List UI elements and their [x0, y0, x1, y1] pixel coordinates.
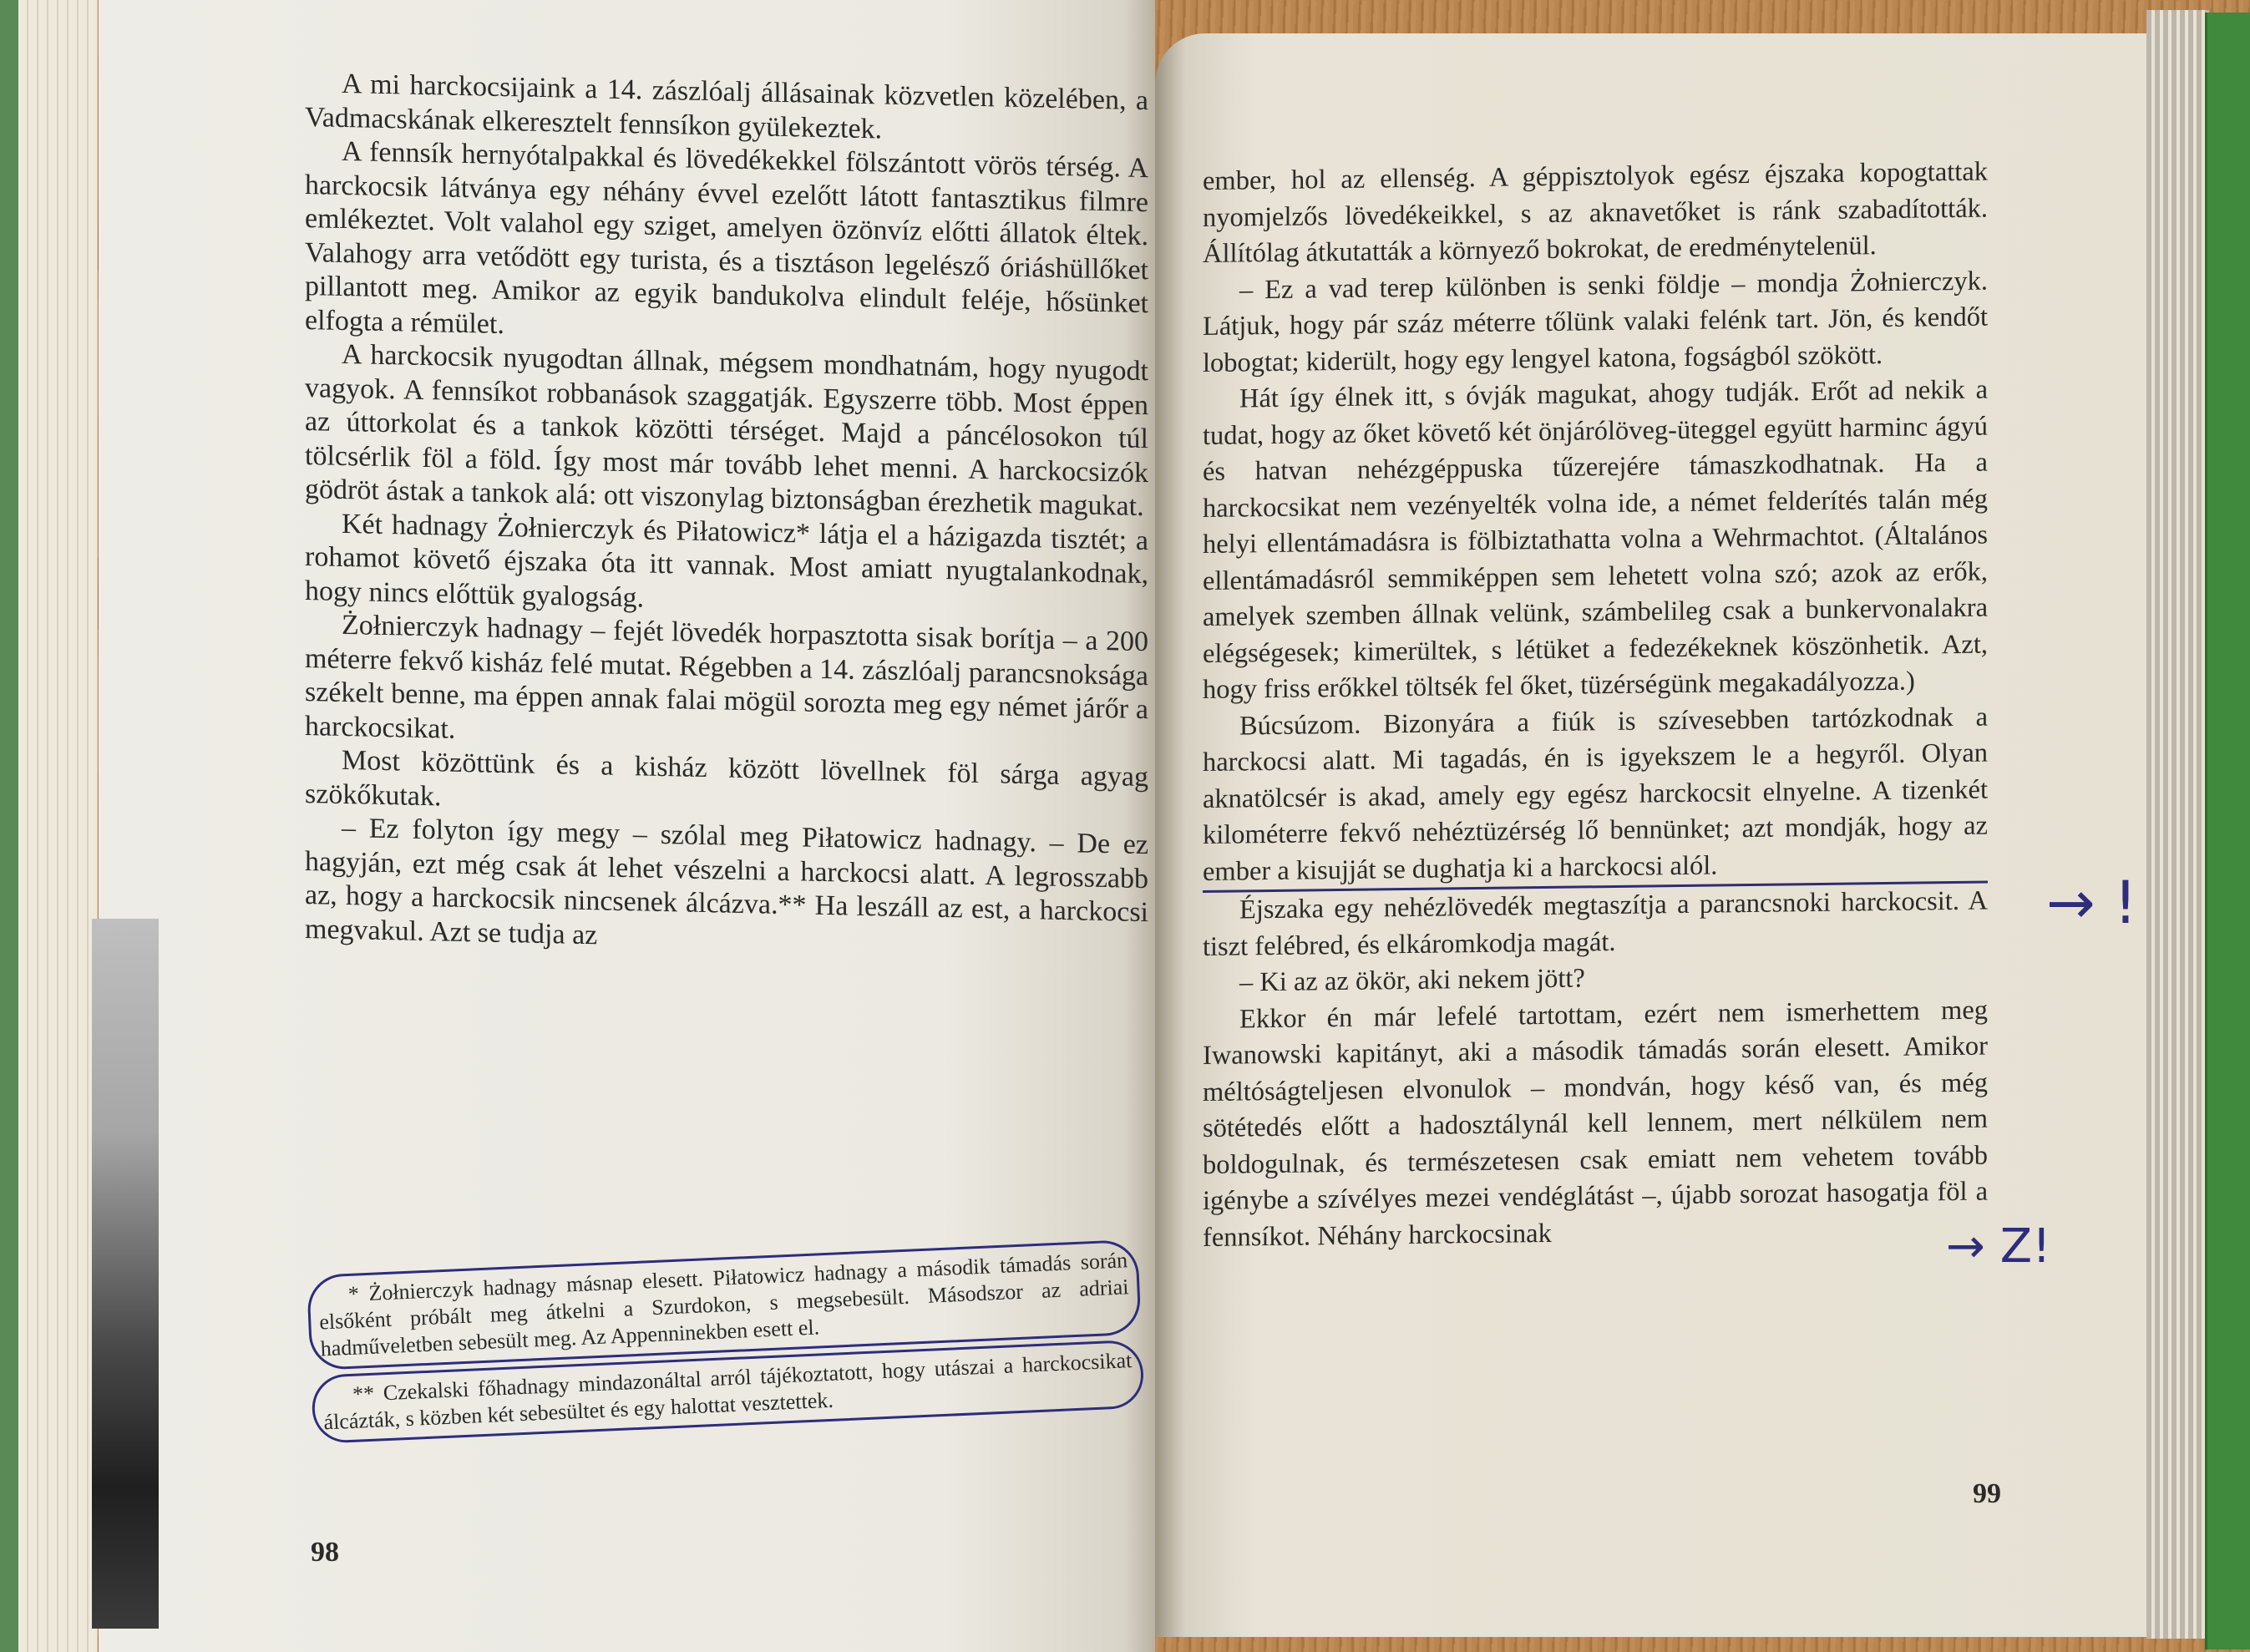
paragraph: ember, hol az ellenség. A géppisztolyok egész éjszaka kopogtattak nyomjelzős lövedékeikkel, s az aknavetőket is ránk szabadították. Állítólag átkutatták a környező bokrokat, de eredménytelenül.: [1203, 156, 1988, 269]
page-edges-left: [18, 0, 98, 1652]
paragraph: Hát így élnek itt, s óvják magukat, ahogy tudják. Erőt ad nekik a tudat, hogy az őket követő két önjárólöveg-üteggel együtt harminc ágyú és hatvan nehézgéppuska tűzerejére támaszkodhatnak. Ha a harckocsikat nem vezényelték volna ide, a német felderítés talán még helyi ellentámadásra is fölbiztathatta volna a Wehrmachtot. (Általános ellentámadásról semmiképpen sem lehetett volna szó; azok az erők, amelyek szemben állnak velünk, számbelileg csak a bunkervonalakra elégségesek; kimerültek, s létüket a fedezékeknek köszönhetik. Azt, hogy friss erőkkel töltsék fel őket, tüzérségünk megakadályozza.): [1203, 374, 1988, 705]
paragraph: Éjszaka egy nehézlövedék megtaszítja a parancsnoki harckocsit. A tiszt felébred, és elkáromkodja magát.: [1203, 885, 1988, 962]
underlined-paragraph: Búcsúzom. Bizonyára a fiúk is szívesebben tartózkodnak a harckocsi alatt. Mi tagadás, én is igyekszem le a hegyről. Olyan aknatölcsér is akad, amely egy egész harckocsit elnyelne. A tizenkét kilométerre fekvő nehéztüzérség lő bennünket; azt mondják, hogy az ember a kisujját se dughatja ki a harckocsi alól.: [1203, 699, 1988, 893]
photo-plate-edge: [92, 919, 159, 1629]
page-number-left: 98: [311, 1537, 339, 1568]
paragraph: – Ki az az ökör, aki nekem jött?: [1239, 963, 1585, 998]
paragraph: A fennsík hernyótalpakkal és lövedékekkel fölszántott vörös térség. A harckocsik látványa egy néhány évvel ezelőtt látott fantasztikus filmre emlékeztet. Volt valahol egy sziget, amelyen özönvíz előtti állatok éltek. Valahogy arra vetődött egy turista, és a tisztáson legelésző óriáshüllőket pillantott meg. Amikor az egyik bandukolva elindult feléje, hősünket elfogta a rémület.: [305, 135, 1148, 340]
page-number-right: 99: [1973, 1478, 2001, 1509]
paragraph: – Ez folyton így megy – szólal meg Piłatowicz hadnagy. – De ez hagyján, ezt még csak át lehet vészelni a harckocsi alatt. A legrosszabb az, hogy a harckocsik nincsenek álcázva.** Ha leszáll az est, a harckocsi megvakul. Azt se tudja az: [305, 812, 1148, 950]
paragraph: A mi harckocsijaink a 14. zászlóalj állásainak közvetlen közelében, a Vadmacskának elkeresztelt fennsíkon gyülekeztek.: [305, 68, 1148, 144]
book-cover-right: [2205, 13, 2250, 1649]
paragraph: Ekkor én már lefelé tartottam, ezért nem ismerhettem meg Iwanowski kapitányt, aki a második támadás során elesett. Amikor méltóságteljesen elvonulok – mondván, hogy késő van, és még sötétedés előtt a hadosztálynál kell lennem, mert nélkülem nem boldogulnak, és természetesen csak emiatt nem vehetem tovább igénybe a szívélyes mezei vendéglátást –, újabb sorozat hasogatja föl a fennsíkot. Néhány harckocsinak: [1203, 995, 1988, 1253]
paragraph: – Ez a vad terep különben is senki földje – mondja Żołnierczyk. Látjuk, hogy pár száz méterre tőlünk valaki felénk tart. Jön, és kendőt lobogtat; kiderült, hogy egy lengyel katona, fogságból szökött.: [1203, 266, 1988, 378]
right-page-body: [1203, 155, 1988, 1256]
paragraph: A harckocsik nyugodtan állnak, mégsem mondhatnám, hogy nyugodt vagyok. A fennsíkot robbanások szaggatják. Egyszerre több. Most éppen az úttorkolat és a tankok közötti térséget. Majd a páncélosokon túl tölcsérlik föl a föld. Így most már tovább lehet menni. A harckocsizók gödröt ástak a tankok alá: ott viszonylag biztonságban érezhetik magukat.: [305, 338, 1148, 523]
paragraph: Żołnierczyk hadnagy – fejét lövedék horpasztotta sisak borítja – a 200 méterre fekvő kisház felé mutat. Régebben a 14. zászlóalj parancsnoksága székelt benne, ma éppen annak falai mögül sorozta meg egy német járőr a harckocsikat.: [305, 609, 1148, 745]
margin-annotation-exclamation: → !: [2046, 869, 2137, 937]
margin-annotation-z: → Z!: [1946, 1219, 2051, 1274]
page-edges-right: [2146, 10, 2209, 1639]
footnote-2: ** Czekalski főhadnagy mindazonáltal arról tájékoztatott, hogy utászai a harckocsikat álcázták, s közben két sebesültet és egy halottat vesztettek.: [313, 1342, 1142, 1442]
paragraph: Most közöttünk és a kisház között lövellnek föl sárga agyag szökőkutak.: [305, 744, 1148, 812]
left-page-body: [305, 67, 1148, 964]
footnote-1: * Żołnierczyk hadnagy másnap elesett. Piłatowicz hadnagy a második támadás során elsőként próbált meg átkelni a Szurdokon, s megsebesült. Másodszor az adriai hadműveletben sebesült meg. Az Appenninekben esett el.: [309, 1242, 1139, 1368]
paragraph: Két hadnagy Żołnierczyk és Piłatowicz* látja el a házigazda tisztét; a rohamot követő éjszaka óta itt vannak. Most amiatt nyugtalankodnak, hogy nincs előttük gyalogság.: [305, 508, 1148, 614]
